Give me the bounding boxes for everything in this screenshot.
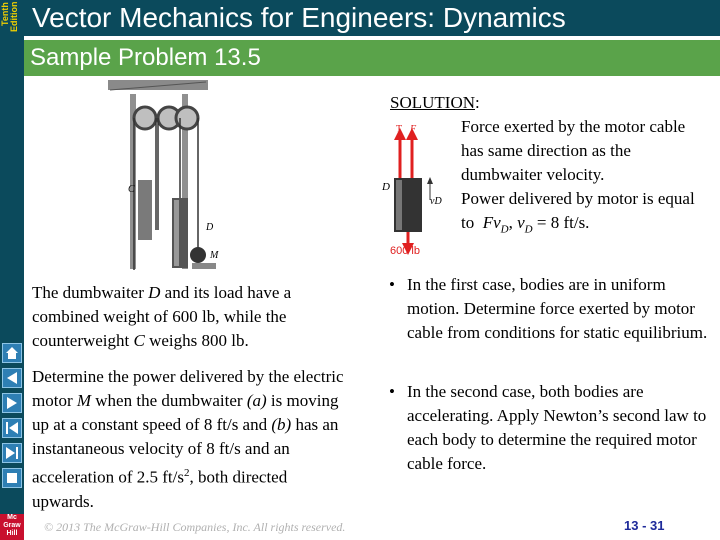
fbd-label-f: F (410, 124, 417, 135)
previous-nav-button[interactable] (2, 368, 22, 388)
solution-bullet-2: • In the second case, both bodies are accelerating. Apply Newton’s second law to each body to determine the required motor cable force. (389, 382, 707, 473)
dumbwaiter-pulley-figure (108, 80, 248, 275)
figure-label-m: M (210, 250, 219, 261)
home-nav-button[interactable] (2, 343, 22, 363)
slide-subtitle: Sample Problem 13.5 (30, 44, 261, 71)
mcgraw-hill-logo: Mc Graw Hill (0, 514, 24, 540)
exit-nav-button[interactable] (2, 468, 22, 488)
fbd-label-d: D (382, 181, 390, 193)
solution-heading: SOLUTION: (390, 93, 480, 112)
home-icon (5, 346, 19, 360)
problem-statement-2: Determine the power delivered by the electric motor M when the dumbwaiter (a) is moving up at a constant speed of 8 ft/s and (b) has an instantaneous velocity of 8 ft/s and an acceleration of 2.5 $ft/s^2$, both directed upwards. (32, 367, 344, 511)
page-number: 13 - 31 (624, 518, 665, 533)
first-nav-button[interactable] (2, 418, 22, 438)
solution-bullet-1: • In the first case, bodies are in uniform motion. Determine force exerted by motor cable from conditions for static equilibrium. (389, 275, 708, 342)
fbd-label-t: T (396, 124, 403, 135)
edition-label: Tenth Edition (0, 2, 19, 33)
arrow-right-icon (5, 396, 19, 410)
last-nav-button[interactable] (2, 443, 22, 463)
next-nav-button[interactable] (2, 393, 22, 413)
problem-statement-1: The dumbwaiter D and its load have a combined weight of 600 lb, while the counterweight C weighs 800 lb. (32, 283, 292, 350)
solution-force-text: Force exerted by the motor cable has same direction as the dumbwaiter velocity. Power delivered by motor is equal to $Fv_D$, $v_D = 8$ ft/s. (461, 117, 695, 236)
fbd-label-vd: vD (430, 196, 442, 207)
figure-label-c: C (128, 184, 135, 195)
stop-icon (5, 471, 19, 485)
figure-label-d: D (206, 222, 214, 233)
slide-title: Vector Mechanics for Engineers: Dynamics (32, 2, 566, 33)
arrow-left-icon (5, 371, 19, 385)
copyright-notice: © 2013 The McGraw-Hill Companies, Inc. All rights reserved. (44, 520, 346, 534)
skip-back-icon (5, 421, 19, 435)
skip-forward-icon (5, 446, 19, 460)
fbd-weight-label: 600 lb (390, 245, 420, 257)
free-body-diagram (378, 120, 468, 260)
